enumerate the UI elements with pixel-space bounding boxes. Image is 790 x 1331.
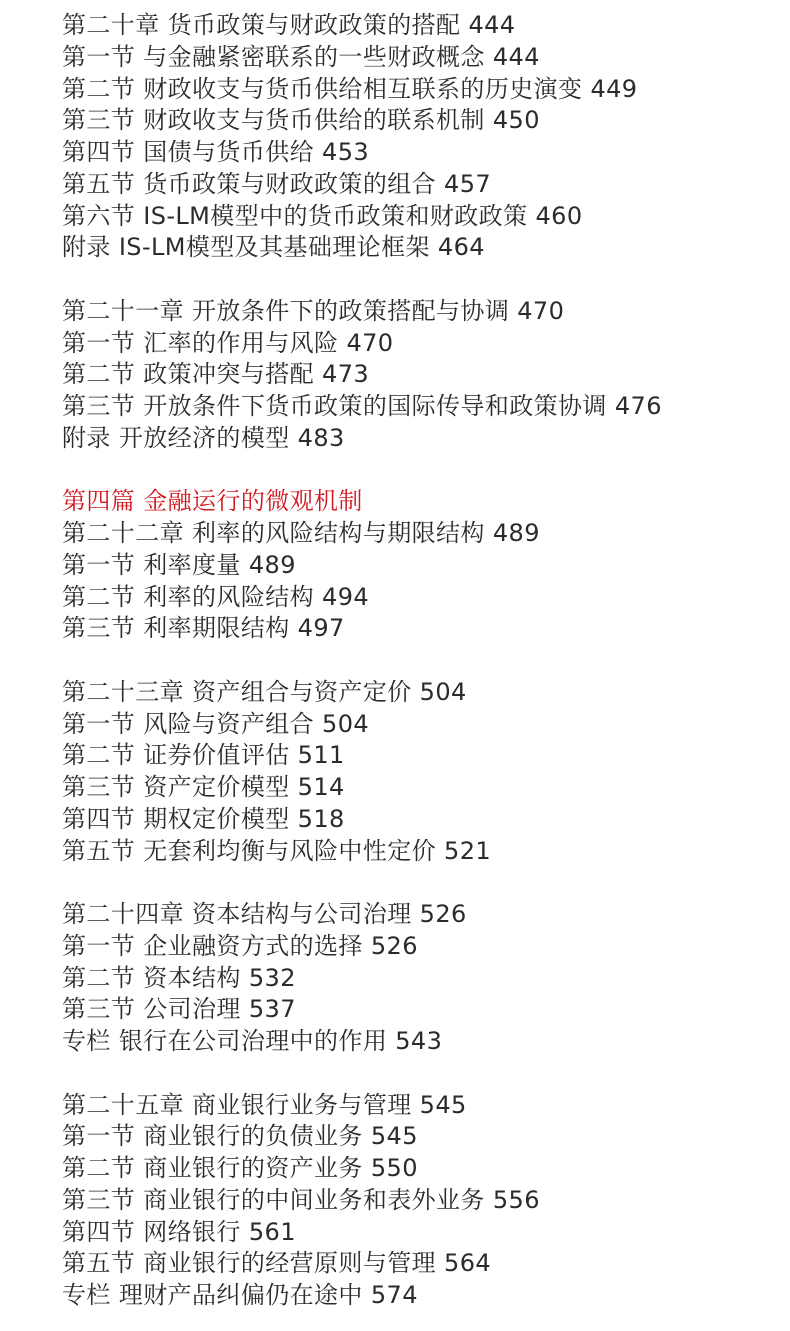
appendix-entry: 附录 开放经济的模型 483 [62, 423, 345, 452]
section-entry: 第二节 商业银行的资产业务 550 [62, 1154, 418, 1182]
section-entry: 第五节 商业银行的经营原则与管理 564 [62, 1249, 492, 1278]
chapter-heading: 第二十五章 商业银行业务与管理 545 [62, 1090, 467, 1119]
spacer [62, 645, 777, 677]
spacer [62, 455, 777, 487]
spacer [62, 264, 777, 296]
section-entry: 第一节 汇率的作用与风险 470 [62, 328, 394, 357]
chapter-heading: 第二十二章 利率的风险结构与期限结构 489 [62, 519, 540, 547]
part-title: 第四篇 金融运行的微观机制 [62, 487, 363, 516]
section-entry: 第一节 利率度量 489 [62, 550, 296, 579]
section-entry: 第二节 资本结构 532 [62, 963, 296, 992]
section-entry: 第四节 国债与货币供给 453 [62, 138, 370, 166]
section-entry: 第二节 财政收支与货币供给相互联系的历史演变 449 [62, 74, 638, 103]
column-entry: 专栏 银行在公司治理中的作用 543 [62, 1027, 443, 1055]
section-entry: 第三节 商业银行的中间业务和表外业务 556 [62, 1185, 540, 1214]
section-entry: 第四节 网络银行 561 [62, 1217, 296, 1246]
column-entry: 专栏 理财产品纠偏仍在途中 574 [62, 1281, 418, 1309]
section-entry: 第三节 利率期限结构 497 [62, 614, 345, 643]
section-entry: 第五节 货币政策与财政政策的组合 457 [62, 169, 492, 198]
section-entry: 第一节 企业融资方式的选择 526 [62, 931, 418, 960]
section-entry: 第一节 与金融紧密联系的一些财政概念 444 [62, 42, 540, 71]
chapter-heading: 第二十章 货币政策与财政政策的搭配 444 [62, 11, 516, 39]
section-entry: 第二节 政策冲突与搭配 473 [62, 360, 370, 389]
section-entry: 第三节 开放条件下货币政策的国际传导和政策协调 476 [62, 392, 662, 420]
spacer [62, 867, 777, 899]
chapter-heading: 第二十一章 开放条件下的政策搭配与协调 470 [62, 296, 565, 325]
table-of-contents [62, 10, 777, 1312]
chapter-heading: 第二十三章 资产组合与资产定价 504 [62, 677, 467, 706]
section-entry: 第三节 资产定价模型 514 [62, 773, 345, 801]
section-entry: 第二节 利率的风险结构 494 [62, 582, 370, 611]
chapter-heading: 第二十四章 资本结构与公司治理 526 [62, 900, 467, 928]
section-entry: 第三节 公司治理 537 [62, 995, 296, 1024]
section-entry: 第三节 财政收支与货币供给的联系机制 450 [62, 106, 540, 135]
section-entry: 第五节 无套利均衡与风险中性定价 521 [62, 836, 492, 865]
section-entry: 第一节 风险与资产组合 504 [62, 709, 370, 738]
appendix-entry: 附录 IS-LM模型及其基础理论框架 464 [62, 233, 485, 262]
section-entry: 第四节 期权定价模型 518 [62, 804, 345, 833]
spacer [62, 1058, 777, 1090]
section-entry: 第六节 IS-LM模型中的货币政策和财政政策 460 [62, 201, 583, 230]
section-entry: 第一节 商业银行的负债业务 545 [62, 1122, 418, 1151]
section-entry: 第二节 证券价值评估 511 [62, 741, 345, 770]
